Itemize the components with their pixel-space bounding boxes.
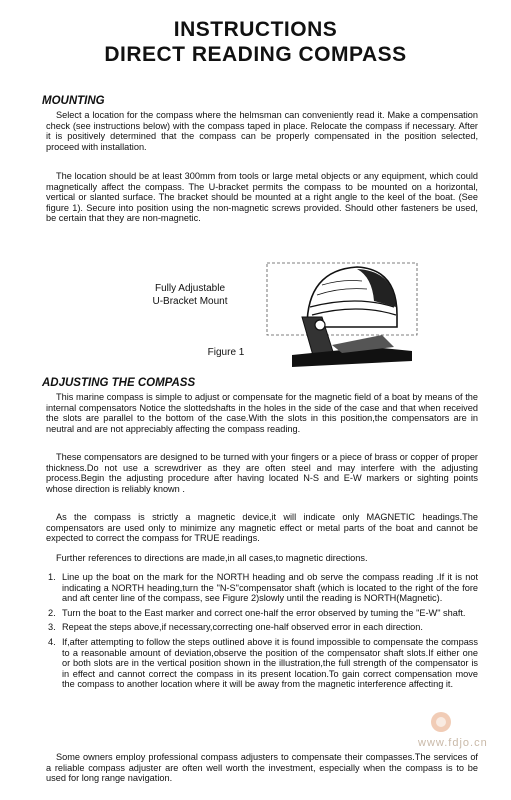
adjusting-paragraph-2: These compensators are designed to be turned with your fingers or a piece of brass or copper of proper thickness.Do not use a screwdriver as they are often steel and may interfere with the adjusting process.Begin the adjusting procedure after having located N-S and E-W markers or sighting points whose direction is reliably known .: [46, 452, 478, 494]
u-bracket-compass-illustration: [262, 255, 422, 375]
list-item: 4. If,after attempting to follow the steps outlined above it is found impossible to compensate the compass to a reasonable amount of deviation,observe the position of the compensator shaft slots.If either one or both slots are in the vertical position shown in the illustration,the full strength of the compensator is in effect and cannot correct the compass in its present location.To gain correct compensation move the compass to another location where it will be away from the magnetic interference affecting it.: [48, 636, 478, 690]
mounting-paragraph-1: Select a location for the compass where the helmsman can conveniently read it. Make a compensation check (see instructions below) with the compass taped in place. Relocate the compass if necessary. After it is positively determined that the compass can be properly compensated in the position selected, proceed with installation.: [46, 110, 478, 152]
figure-caption: Figure 1: [207, 347, 245, 358]
figure-label-line-2: U-Bracket Mount: [152, 296, 228, 307]
adjustment-steps-list: [46, 572, 478, 694]
watermark-logo-icon: [430, 711, 452, 733]
page-subtitle: DIRECT READING COMPASS: [104, 43, 407, 66]
adjusting-paragraph-1: This marine compass is simple to adjust or compensate for the magnetic field of a boat by means of the internal compensators Notice the slottedshafts in the holes in the side of the case and that when received the slots are parallel to the bottom of the case.With the slots in this position,the compensators are in neutral and are not appreciably affecting the compass reading.: [46, 392, 478, 434]
mounting-paragraph-2: The location should be at least 300mm from tools or large metal objects or any equipment, which could magnetically affect the compass. The U-bracket permits the compass to be mounted on a horizontal, vertical or slanted surface. The bracket should be mounted at a right angle to the keel of the boat. (See figure 1). Secure into position using the non-magnetic screws provided. Should other fasteners be used, be certain that they are non-magnetic.: [46, 171, 478, 224]
list-item: 3. Repeat the steps above,if necessary,correcting one-half observed error in each direction.: [48, 622, 423, 633]
watermark-text: www.fdjo.cn: [418, 737, 488, 749]
list-item: 2. Turn the boat to the East marker and correct one-half the error observed by tuming the "E-W" shaft.: [48, 607, 466, 618]
figure-label: [130, 282, 250, 308]
adjusting-paragraph-3: As the compass is strictly a magnetic device,it will indicate only MAGNETIC headings.The compensators are used only to minimize any magnetic effect or metal parts of the boat and cannot be expected to correct the compass for TRUE readings.: [46, 512, 478, 544]
figure-label-line-1: Fully Adjustable: [154, 283, 226, 294]
page-title: INSTRUCTIONS: [173, 18, 338, 41]
adjusting-heading: ADJUSTING THE COMPASS: [42, 377, 196, 389]
adjusting-paragraph-4: Further references to directions are made,in all cases,to magnetic directions.: [56, 553, 368, 563]
mounting-heading: MOUNTING: [42, 95, 105, 107]
list-item: 1. Line up the boat on the mark for the NORTH heading and ob serve the compass reading .If it is not indicating a NORTH heading,turn the "N-S"compensator shaft (which is located to the right of the fore and aft center line of the compass, see Figure 2)slowly until the reading is NORTH(Magnetic).: [48, 572, 478, 604]
adjustment-knob: [315, 320, 325, 330]
adjusting-paragraph-5: Some owners employ professional compass adjusters to compensate their compasses.The services of a reliable compass adjuster are often well worth the investment, especially when the compass is to be used for long range navigation.: [46, 752, 478, 784]
